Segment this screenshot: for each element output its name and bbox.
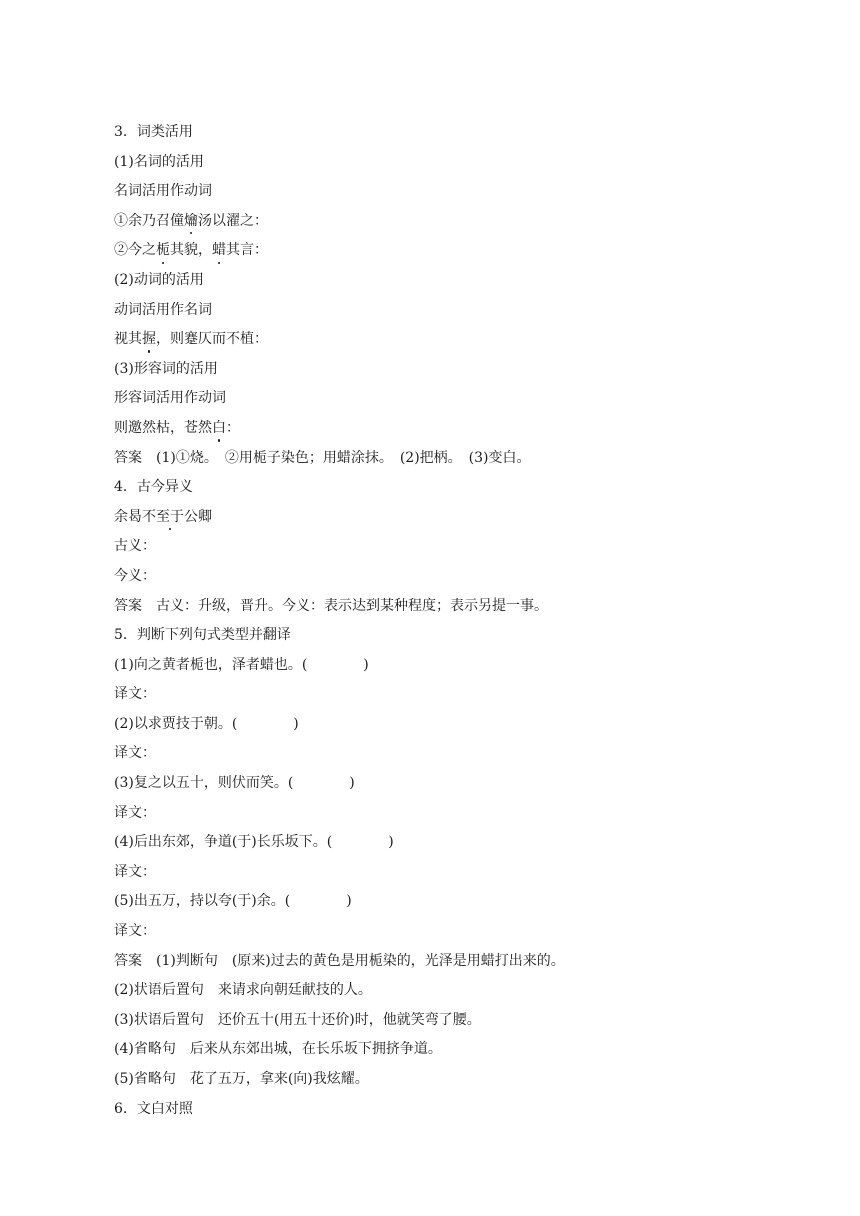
translation-label: 译文： (114, 804, 156, 821)
emphasis-dot-char: 栀 (156, 236, 170, 266)
sentence-question: (4)后出东郊，争道(于)长乐坂下。( ) (114, 834, 394, 851)
document-page (114, 118, 754, 1124)
sentence-question: (3)复之以五十，则伏而笑。( ) (114, 775, 355, 792)
noun-question-1: ①余乃召僮爚汤以濯之： (114, 207, 754, 237)
section-5-answer: (2)状语后置句 来请求向朝廷献技的人。 (114, 982, 372, 999)
section-5-answer: (4)省略句 后来从东郊出城，在长乐坂下拥挤争道。 (114, 1041, 442, 1058)
section-4-title: 4．古今异义 (114, 479, 193, 496)
subsection-noun-usage: (1)名词的活用 (114, 153, 204, 170)
ancient-modern-phrase: 余曷不至于公卿 (114, 503, 754, 533)
section-5-title: 5．判断下列句式类型并翻译 (114, 627, 291, 644)
emphasis-dot-char: 爚 (184, 207, 198, 237)
verb-question-1: 视其握，则蹇仄而不植： (114, 325, 754, 355)
section-6-title: 6．文白对照 (114, 1100, 193, 1117)
emphasis-dot-char: 握 (142, 325, 156, 355)
translation-label: 译文： (114, 923, 156, 940)
noun-question-2: ②今之栀其貌，蜡其言： (114, 236, 754, 266)
section-3-title: 3．词类活用 (114, 124, 193, 140)
section-5-answer: 答案 (1)判断句 (原来)过去的黄色是用栀染的，光泽是用蜡打出来的。 (114, 952, 565, 969)
subsection-adjective-usage: (3)形容词的活用 (114, 360, 218, 377)
translation-label: 译文： (114, 745, 156, 762)
noun-as-verb-heading: 名词活用作动词 (114, 183, 212, 200)
emphasis-dot-char: 至于 (156, 503, 184, 533)
section-5-answer: (3)状语后置句 还价五十(用五十还价)时，他就笑弯了腰。 (114, 1011, 481, 1028)
section-5-answer: (5)省略句 花了五万，拿来(向)我炫耀。 (114, 1071, 369, 1087)
sentence-question: (5)出五万，持以夸(于)余。( ) (114, 893, 352, 910)
adjective-as-verb-heading: 形容词活用作动词 (114, 390, 226, 407)
subsection-verb-usage: (2)动词的活用 (114, 271, 204, 288)
sentence-question: (1)向之黄者栀也，泽者蜡也。( ) (114, 656, 369, 673)
modern-meaning-label: 今义： (114, 567, 156, 584)
translation-label: 译文： (114, 863, 156, 880)
translation-label: 译文： (114, 686, 156, 703)
ancient-meaning-label: 古义： (114, 538, 156, 555)
emphasis-dot-char: 白 (212, 414, 226, 444)
sentence-question: (2)以求贾技于朝。( ) (114, 715, 299, 732)
section-3-answer: 答案 (1)①烧。 ②用栀子染色；用蜡涂抹。 (2)把柄。 (3)变白。 (114, 449, 531, 466)
verb-as-noun-heading: 动词活用作名词 (114, 301, 212, 318)
emphasis-dot-char: 蜡 (212, 236, 226, 266)
section-4-answer: 答案 古义：升级，晋升。今义：表示达到某种程度；表示另提一事。 (114, 597, 548, 614)
adjective-question-1: 则邀然枯，苍然白： (114, 414, 754, 444)
